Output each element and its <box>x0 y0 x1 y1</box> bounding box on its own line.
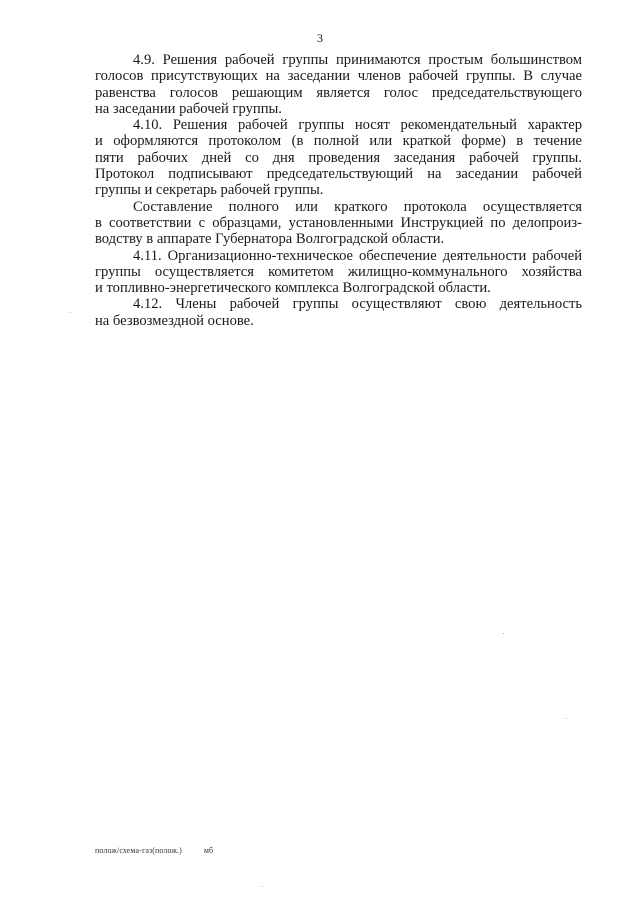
paragraph-p-4-11 <box>95 248 582 297</box>
scan-speck <box>262 886 263 887</box>
text-line: на безвозмездной основе. <box>95 312 254 329</box>
text-line: Протокол подписывают председательствующий на заседании рабочей <box>95 166 582 183</box>
text-line: и оформляются протоколом (в полной или краткой форме) в течение <box>95 133 582 150</box>
text-line: группы и секретарь рабочей группы. <box>95 182 324 199</box>
paragraph-p-4-12 <box>95 296 582 329</box>
text-line: 4.12. Члены рабочей группы осуществляют свою деятельность <box>133 296 582 313</box>
text-line: равенства голосов решающим является голос председательствующего <box>95 84 582 101</box>
text-line: и топливно-энергетического комплекса Волгоградской области. <box>95 280 491 297</box>
footer-author-mark: мб <box>203 846 214 855</box>
page-number: 3 <box>317 31 323 45</box>
text-line: Составление полного или краткого протокола осуществляется <box>133 198 582 215</box>
text-line: группы осуществляется комитетом жилищно-коммунального хозяйства <box>95 263 582 280</box>
text-line: голосов присутствующих на заседании членов рабочей группы. В случае <box>95 68 582 85</box>
scan-speck <box>503 633 504 634</box>
text-line: на заседании рабочей группы. <box>95 100 282 117</box>
text-line: в соответствии с образцами, установленными Инструкцией по делопроиз- <box>95 214 582 231</box>
scan-speck <box>70 312 71 313</box>
text-line: 4.11. Организационно-техническое обеспечение деятельности рабочей <box>133 247 582 264</box>
text-line: пяти рабочих дней со дня проведения заседания рабочей группы. <box>95 149 582 166</box>
text-line: 4.9. Решения рабочей группы принимаются простым большинством <box>133 52 582 68</box>
paragraph-p-protocol <box>95 199 582 248</box>
scan-speck <box>566 718 567 719</box>
text-line: водству в аппарате Губернатора Волгоградской области. <box>95 231 445 248</box>
text-line: 4.10. Решения рабочей группы носят рекомендательный характер <box>133 117 582 134</box>
document-body <box>95 52 582 329</box>
footer-file-code <box>95 846 213 855</box>
paragraph-p-4-9 <box>95 52 582 117</box>
paragraph-p-4-10 <box>95 117 582 198</box>
footer-file-path: полож/схема-газ(полож.) <box>95 846 182 855</box>
